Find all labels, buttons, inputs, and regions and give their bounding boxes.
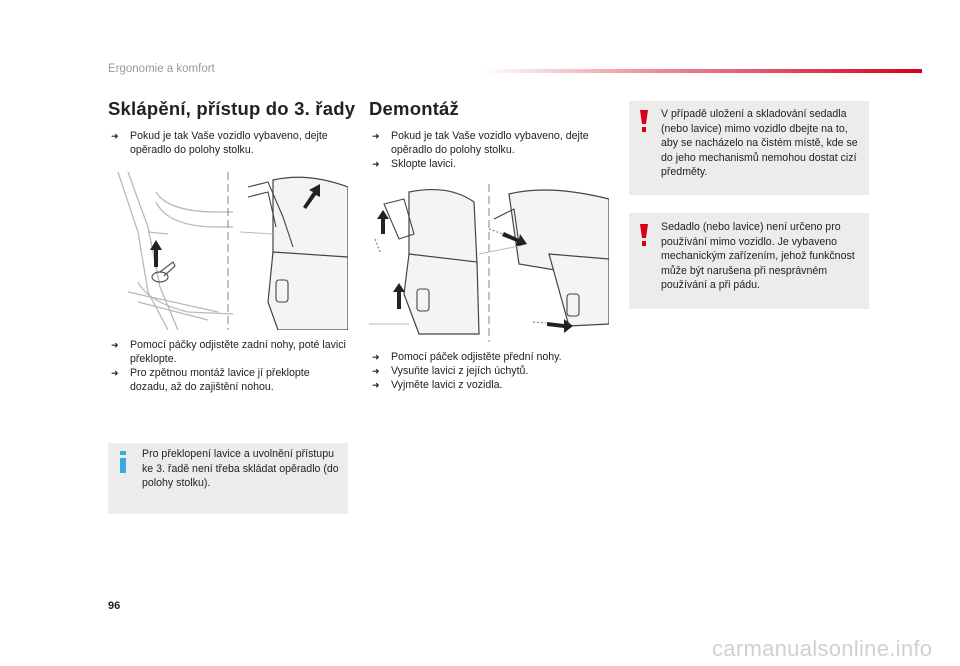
list-item: ➜ Pokud je tak Vaše vozidlo vybaveno, dejte opěradlo do polohy stolku. xyxy=(372,130,589,156)
removal-steps-list xyxy=(369,350,609,392)
arrow-bullet-icon: ➜ xyxy=(372,380,380,390)
warning-note-storage xyxy=(629,101,869,195)
arrow-bullet-icon: ➜ xyxy=(372,352,380,362)
fold-intro-list xyxy=(108,129,348,157)
warning-note-text: Sedadlo (nebo lavice) není určeno pro používání mimo vozidlo. Je vybaveno mechanickým zařízením, jehož funkčnost může být narušena při nesprávném používání a při pádu. xyxy=(661,221,855,291)
warning-icon xyxy=(640,110,648,132)
arrow-bullet-icon: ➜ xyxy=(111,368,119,378)
section-title-removal: Demontáž xyxy=(369,98,459,119)
warning-note-usage xyxy=(629,213,869,309)
list-item: ➜ Vyjměte lavici z vozidla. xyxy=(372,379,503,391)
list-item: ➜ Vysuňte lavici z jejích úchytů. xyxy=(372,365,529,377)
removal-illustration xyxy=(369,184,609,342)
info-note-text: Pro překlopení lavice a uvolnění přístupu ke 3. řadě není třeba skládat opěradlo (do polohy stolku). xyxy=(142,448,339,489)
section-title-fold: Sklápění, přístup do 3. řady xyxy=(108,98,356,119)
list-item: ➜ Pokud je tak Vaše vozidlo vybaveno, dejte opěradlo do polohy stolku. xyxy=(111,130,328,156)
info-note xyxy=(108,443,348,514)
header-accent-line xyxy=(480,69,922,73)
warning-icon xyxy=(640,224,648,246)
list-item: ➜ Pomocí páček odjistěte přední nohy. xyxy=(372,351,562,363)
section-header: Ergonomie a komfort xyxy=(108,63,215,75)
arrow-bullet-icon: ➜ xyxy=(111,131,119,141)
fold-illustration xyxy=(108,172,348,330)
list-item: ➜ Pomocí páčky odjistěte zadní nohy, poté lavici překlopte. xyxy=(111,339,346,365)
warning-note-text: V případě uložení a skladování sedadla (nebo lavice) mimo vozidlo dbejte na to, aby se nacházelo na čistém místě, kde se do jeho mechanismů nemohou dostat cizí předměty. xyxy=(661,108,858,178)
watermark: carmanualsonline.info xyxy=(712,636,933,661)
page-number: 96 xyxy=(108,600,121,612)
removal-intro-list xyxy=(369,129,609,171)
arrow-bullet-icon: ➜ xyxy=(372,159,380,169)
arrow-bullet-icon: ➜ xyxy=(111,340,119,350)
arrow-bullet-icon: ➜ xyxy=(372,131,380,141)
arrow-bullet-icon: ➜ xyxy=(372,366,380,376)
list-item: ➜ Sklopte lavici. xyxy=(372,158,456,170)
info-icon xyxy=(118,451,128,473)
fold-steps-list xyxy=(108,338,348,394)
list-item: ➜ Pro zpětnou montáž lavice jí překlopte dozadu, až do zajištění nohou. xyxy=(111,367,310,393)
